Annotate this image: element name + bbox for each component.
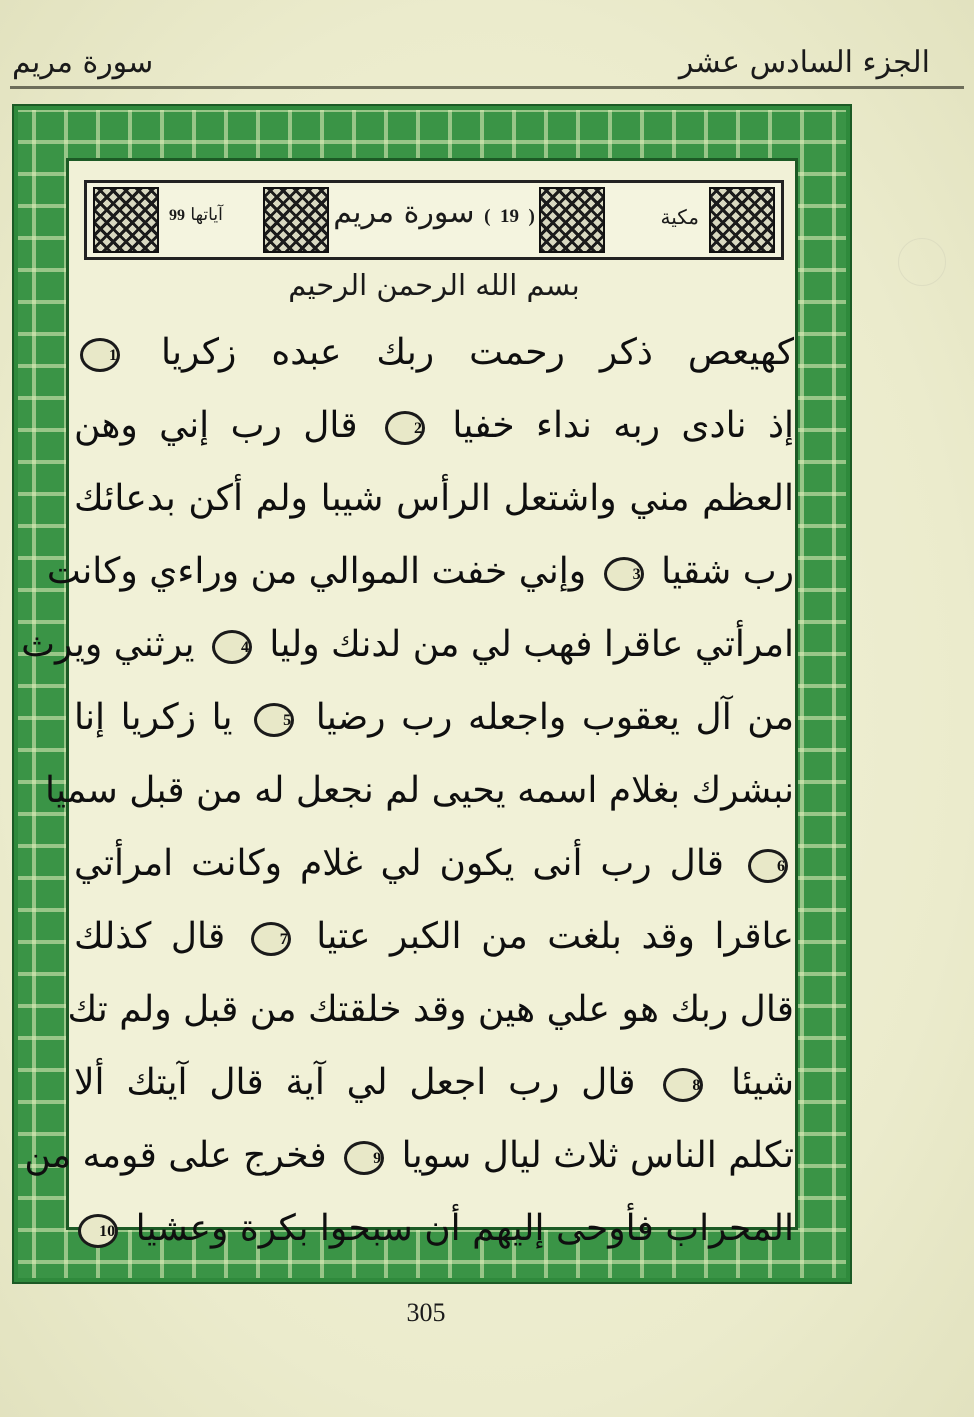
surah-running-head: سورة مريم — [12, 45, 154, 80]
surah-number: 19 — [499, 206, 519, 227]
ayah-end-marker: 5 — [254, 703, 294, 737]
running-head-rule — [10, 86, 964, 89]
juz-running-head: الجزء السادس عشر — [678, 45, 930, 80]
verse-segment: العظم مني واشتعل الرأس شيبا ولم أكن بدعائك — [74, 478, 794, 519]
ayah-end-marker: 2 — [385, 411, 425, 445]
ayah-end-marker: 6 — [748, 849, 788, 883]
verse-segment: عاقرا وقد بلغت من الكبر عتيا — [316, 916, 794, 957]
verse-line — [74, 1192, 794, 1265]
verse-segment: تكلم الناس ثلاث ليال سويا — [401, 1135, 794, 1176]
verse-segment: قال ربك هو علي هين وقد خلقتك من قبل ولم تك — [67, 989, 794, 1030]
ayah-end-marker: 1 — [80, 338, 120, 372]
verse-segment: نبشرك بغلام اسمه يحيى لم نجعل له من قبل سميا — [44, 770, 794, 811]
verse-line — [46, 535, 794, 608]
ayah-end-marker: 3 — [604, 557, 644, 591]
ayah-end-marker: 4 — [212, 630, 252, 664]
verse-segment: قال رب اجعل لي آية قال آيتك ألا — [74, 1062, 636, 1103]
ayat-count — [169, 205, 223, 225]
verse-segment: فخرج على قومه من — [24, 1135, 327, 1176]
page-number: 305 — [406, 1298, 446, 1327]
verse-line — [74, 827, 794, 900]
basmala: بسم الله الرحمن الرحيم — [288, 268, 580, 302]
ayah-end-marker: 7 — [251, 922, 291, 956]
verse-segment: قال رب إني وهن — [74, 405, 358, 446]
page-content — [21, 166, 794, 1249]
knot-ornament-icon — [263, 187, 329, 253]
surah-name: سورة مريم — [333, 195, 475, 230]
verse-line — [74, 389, 794, 462]
ayah-end-marker: 8 — [663, 1068, 703, 1102]
ayah-end-marker: 9 — [344, 1141, 384, 1175]
verse-text — [21, 316, 794, 1265]
verse-segment: قال رب أنى يكون لي غلام وكانت امرأتي — [74, 843, 725, 884]
ayat-number: 99 — [169, 207, 185, 224]
verse-line — [21, 608, 794, 681]
ayah-end-marker: 10 — [78, 1214, 118, 1248]
knot-ornament-icon — [539, 187, 605, 253]
ayat-label: آياتها — [190, 205, 223, 225]
verse-segment: وإني خفت الموالي من وراءي وكانت — [46, 551, 587, 592]
revelation-type: مكية — [660, 205, 699, 229]
verse-line — [24, 1119, 794, 1192]
surah-header — [84, 180, 784, 260]
verse-line — [67, 973, 794, 1046]
knot-ornament-icon — [93, 187, 159, 253]
verse-line — [74, 900, 794, 973]
knot-ornament-icon — [709, 187, 775, 253]
surah-title — [333, 195, 535, 230]
verse-segment: شيئا — [731, 1062, 794, 1103]
verse-line — [74, 316, 794, 389]
margin-ornament-icon — [898, 238, 946, 286]
ornamental-frame — [12, 104, 852, 1284]
verse-segment: امرأتي عاقرا فهب لي من لدنك وليا — [269, 624, 794, 665]
verse-segment: المحراب فأوحى إليهم أن سبحوا بكرة وعشيا — [135, 1208, 794, 1249]
verse-segment: كهيعص ذكر رحمت ربك عبده زكريا — [160, 332, 794, 373]
surah-number-open: ( — [528, 206, 535, 227]
verse-line — [74, 681, 794, 754]
verse-segment: يرثني ويرث — [21, 624, 195, 665]
verse-line — [74, 1046, 794, 1119]
verse-segment: قال كذلك — [74, 916, 226, 957]
verse-segment: من آل يعقوب واجعله رب رضيا — [315, 697, 794, 738]
verse-segment: رب شقيا — [661, 551, 794, 592]
verse-line — [44, 754, 794, 827]
surah-number-close: ) — [484, 206, 491, 227]
verse-line — [74, 462, 794, 535]
verse-segment: إذ نادى ربه نداء خفيا — [452, 405, 794, 446]
verse-segment: يا زكريا إنا — [74, 697, 233, 738]
